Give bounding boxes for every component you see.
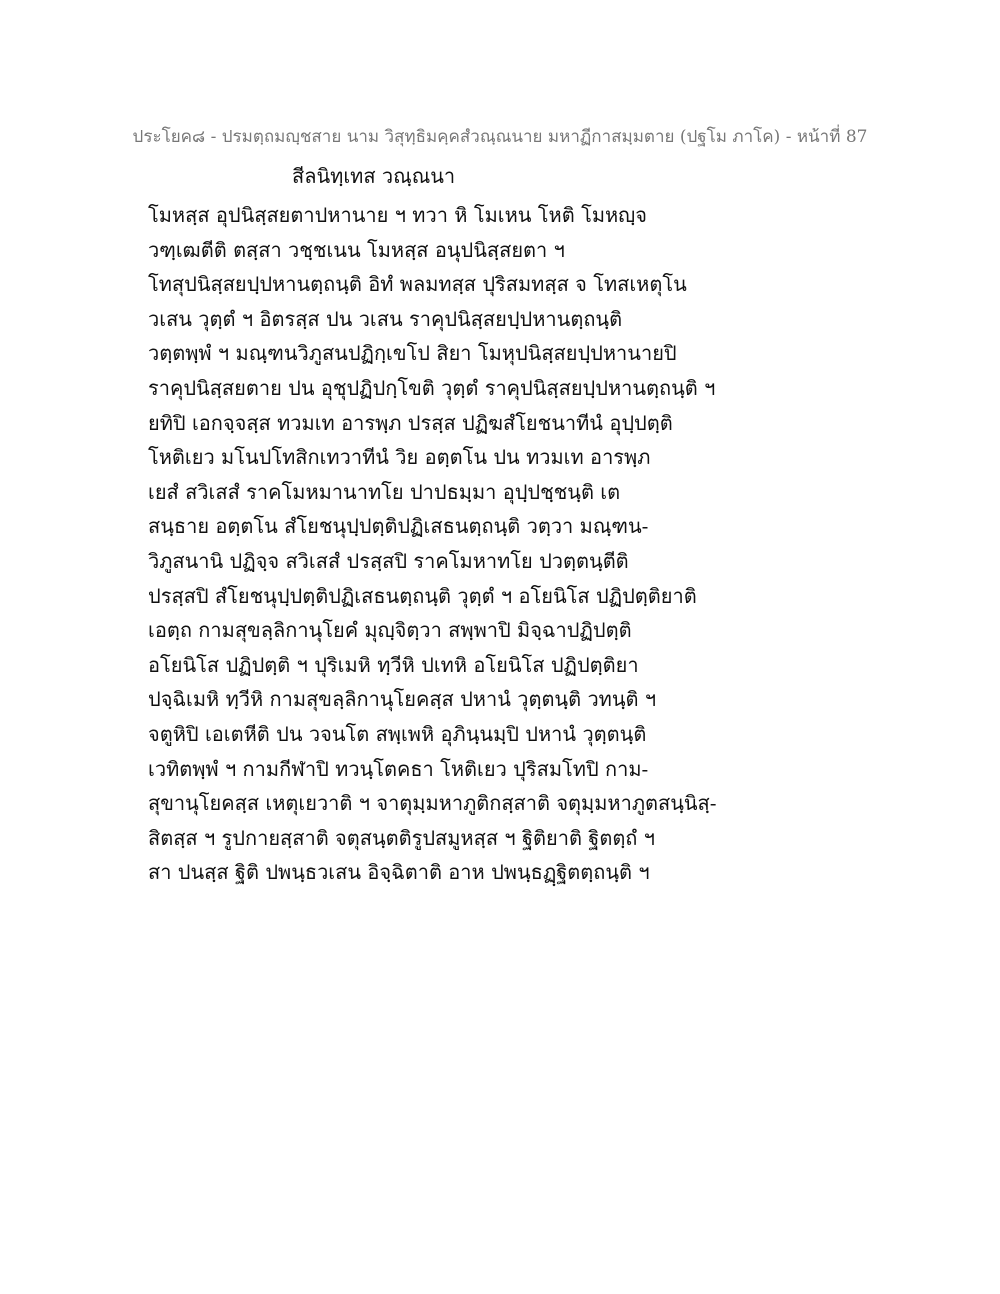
text-line: ปจฺฉิเมหิ ทฺวีหิ กามสุขลฺลิกานุโยคสฺส ปหานํ วุตฺตนฺติ วทนฺติ ฯ <box>148 687 657 712</box>
text-line: โหติเยว มโนปโทสิกเทวาทีนํ วิย อตฺตโน ปน ทวมเท อารพฺภ <box>148 445 651 470</box>
text-line: สุขานุโยคสฺส เหตุเยวาติ ฯ จาตุมฺมหาภูติกสฺสาติ จตุมฺมหาภูตสนฺนิสฺ- <box>148 791 717 816</box>
section-title: สีลนิทฺเทส วณฺณนา <box>292 164 456 188</box>
text-line: เวทิตพฺพํ ฯ กามกีฬาปิ ทวนฺโตคธา โหติเยว ปุริสมโทปิ กาม- <box>148 756 649 781</box>
text-line: โมหสฺส อุปนิสฺสยตาปหานาย ฯ ทวา หิ โมเหน โหติ โมหญฺจ <box>148 203 647 227</box>
text-line: เอตฺถ กามสุขลฺลิกานุโยคํ มุญฺจิตฺวา สพฺพาปิ มิจฺฉาปฏิปตฺติ <box>148 618 632 643</box>
body-text <box>148 198 878 890</box>
text-line: วเสน วุตฺตํ ฯ อิตรสฺส ปน วเสน ราคุปนิสฺสยปฺปหานตฺถนฺติ <box>148 306 623 331</box>
text-line: วฑฺเฒตีติ ตสฺสา วชฺชเนน โมหสฺส อนุปนิสฺสยตา ฯ <box>148 237 565 262</box>
text-line: ราคุปนิสฺสยตาย ปน อุชุปฏิปกฺโขติ วุตฺตํ ราคุปนิสฺสยปฺปหานตฺถนฺติ ฯ <box>148 375 716 400</box>
text-line: ยทิปิ เอกจฺจสฺส ทวมเท อารพฺภ ปรสฺส ปฏิฆสํโยชนาทีนํ อุปฺปตฺติ <box>148 410 673 435</box>
text-line: สา ปนสฺส ฐิติ ปพนฺธวเสน อิจฺฉิตาติ อาห ปพนฺธฏฺฐิตตฺถนฺติ ฯ <box>148 860 650 885</box>
text-line: สิตสฺส ฯ รูปกายสฺสาติ จตุสนฺตติรูปสมูหสฺส ฯ ฐิติยาติ ฐิตตฺถํ ฯ <box>148 825 656 850</box>
text-line: จตูหิปิ เอเตหีติ ปน วจนโต สพฺเพหิ อุภินฺนมฺปิ ปหานํ วุตฺตนฺติ <box>148 721 647 746</box>
text-line: เยสํ สวิเสสํ ราคโมหมานาทโย ปาปธมฺมา อุปฺปชฺชนฺติ เต <box>148 479 621 504</box>
running-header: ประโยค๘ - ปรมตฺถมญฺชสาย นาม วิสุทฺธิมคฺคสํวณฺณนาย มหาฏีกาสมฺมตาย (ปฐโม ภาโค) - หน้าที่ 87 <box>132 127 868 147</box>
text-line: สนฺธาย อตฺตโน สํโยชนุปฺปตฺติปฏิเสธนตฺถนฺติ วตฺวา มณฺฑน- <box>148 514 649 539</box>
text-line: วตฺตพฺพํ ฯ มณฺฑนวิภูสนปฏิกฺเขโป สิยา โมหุปนิสฺสยปฺปหานายปิ <box>148 341 677 366</box>
text-line: วิภูสนานิ ปฏิจฺจ สวิเสสํ ปรสฺสปิ ราคโมหาทโย ปวตฺตนฺตีติ <box>148 548 629 573</box>
text-line: อโยนิโส ปฏิปตฺติ ฯ ปุริเมหิ ทฺวีหิ ปเทหิ อโยนิโส ปฏิปตฺติยา <box>148 652 639 677</box>
text-line: ปรสฺสปิ สํโยชนุปฺปตฺติปฏิเสธนตฺถนฺติ วุตฺตํ ฯ อโยนิโส ปฏิปตฺติยาติ <box>148 583 697 608</box>
text-line: โทสุปนิสฺสยปฺปหานตฺถนฺติ อิทํ พลมทสฺส ปุริสมทสฺส จ โทสเหตุโน <box>148 272 687 297</box>
